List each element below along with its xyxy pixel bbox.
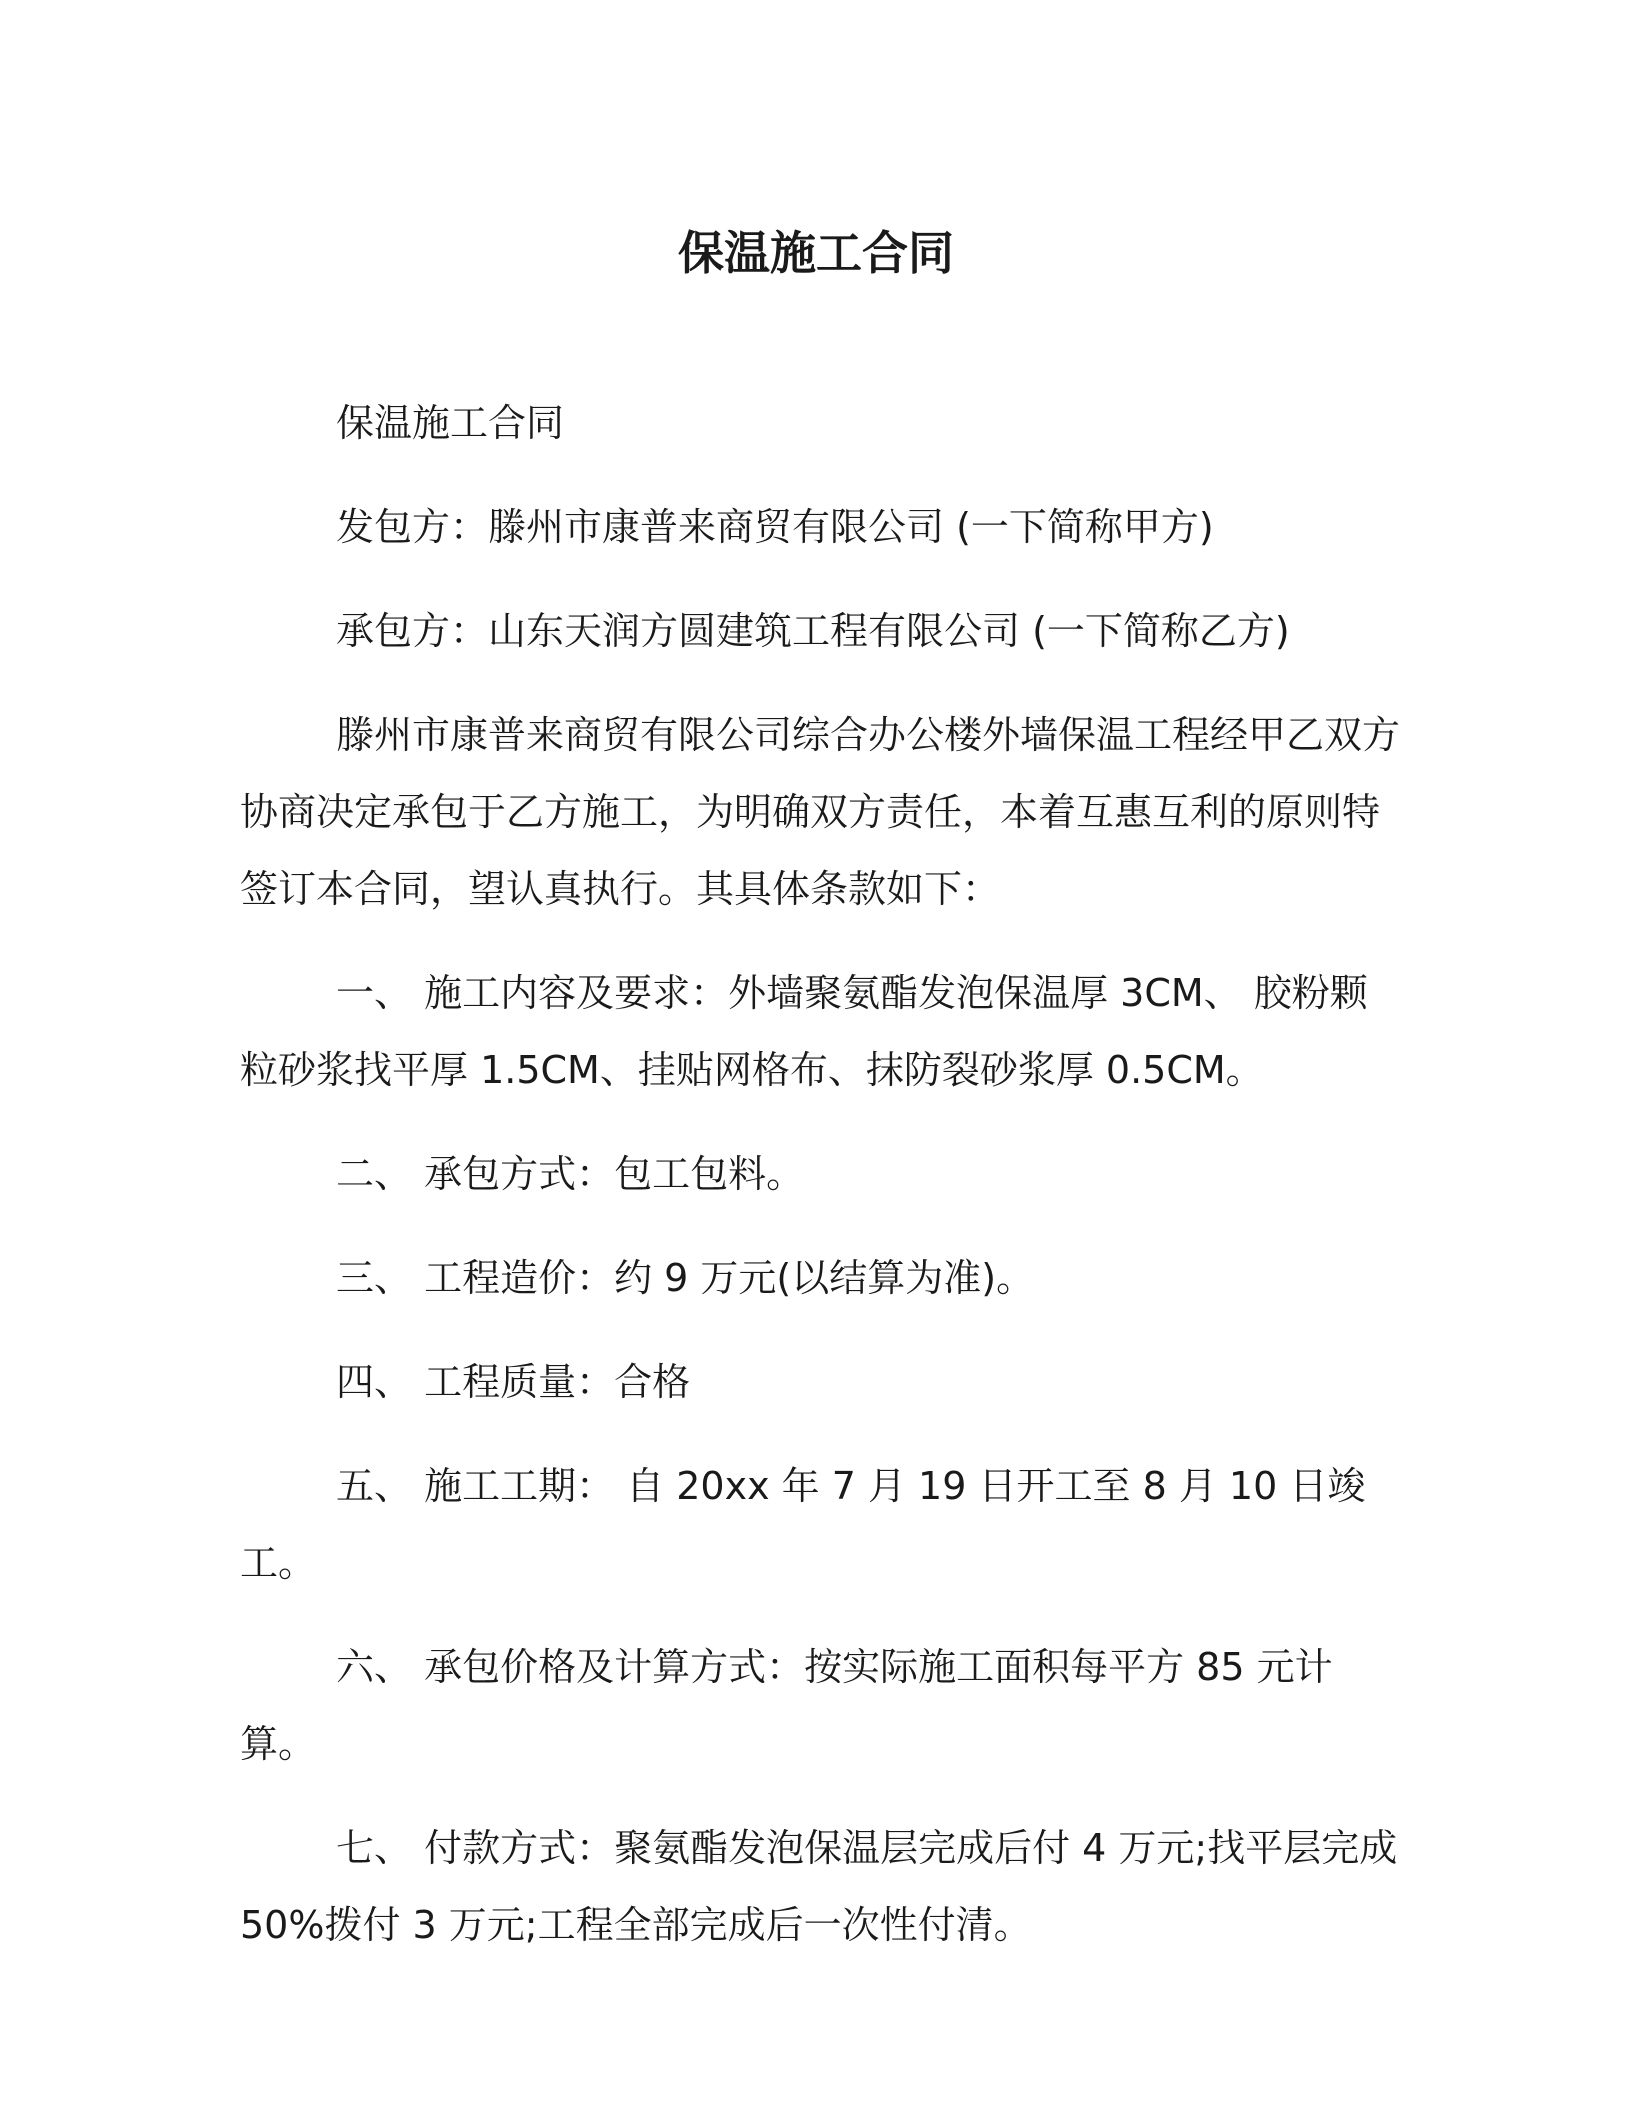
clause-3-project-cost: 三、 工程造价：约 9 万元(以结算为准)。 <box>336 1256 1035 1300</box>
clause-5-construction-period: 五、 施工工期： 自 20xx 年 7 月 19 日开工至 8 月 10 日竣工。 <box>240 1464 1366 1585</box>
document-body <box>240 385 1400 1991</box>
paragraph-employer: 发包方：滕州市康普来商贸有限公司 (一下简称甲方) <box>336 505 1214 549</box>
paragraph-contractor: 承包方：山东天润方圆建筑工程有限公司 (一下简称乙方) <box>336 609 1290 653</box>
clause-4-project-quality: 四、 工程质量：合格 <box>336 1360 691 1404</box>
clause-1-construction-content: 一、 施工内容及要求：外墙聚氨酯发泡保温厚 3CM、 胶粉颗粒砂浆找平厚 1.5CM、挂贴网格布、抹防裂砂浆厚 0.5CM。 <box>240 971 1368 1092</box>
clause-6-price-calculation: 六、 承包价格及计算方式：按实际施工面积每平方 85 元计算。 <box>240 1645 1333 1766</box>
paragraph-subtitle: 保温施工合同 <box>336 401 565 445</box>
clause-7-payment-method: 七、 付款方式：聚氨酯发泡保温层完成后付 4 万元;找平层完成 50%拨付 3 万元;工程全部完成后一次性付清。 <box>240 1826 1398 1947</box>
paragraph-preamble: 滕州市康普来商贸有限公司综合办公楼外墙保温工程经甲乙双方协商决定承包于乙方施工，为明确双方责任，本着互惠互利的原则特签订本合同，望认真执行。其具体条款如下： <box>240 713 1401 911</box>
document-title: 保温施工合同 <box>678 226 954 280</box>
clause-2-contract-method: 二、 承包方式：包工包料。 <box>336 1152 805 1196</box>
